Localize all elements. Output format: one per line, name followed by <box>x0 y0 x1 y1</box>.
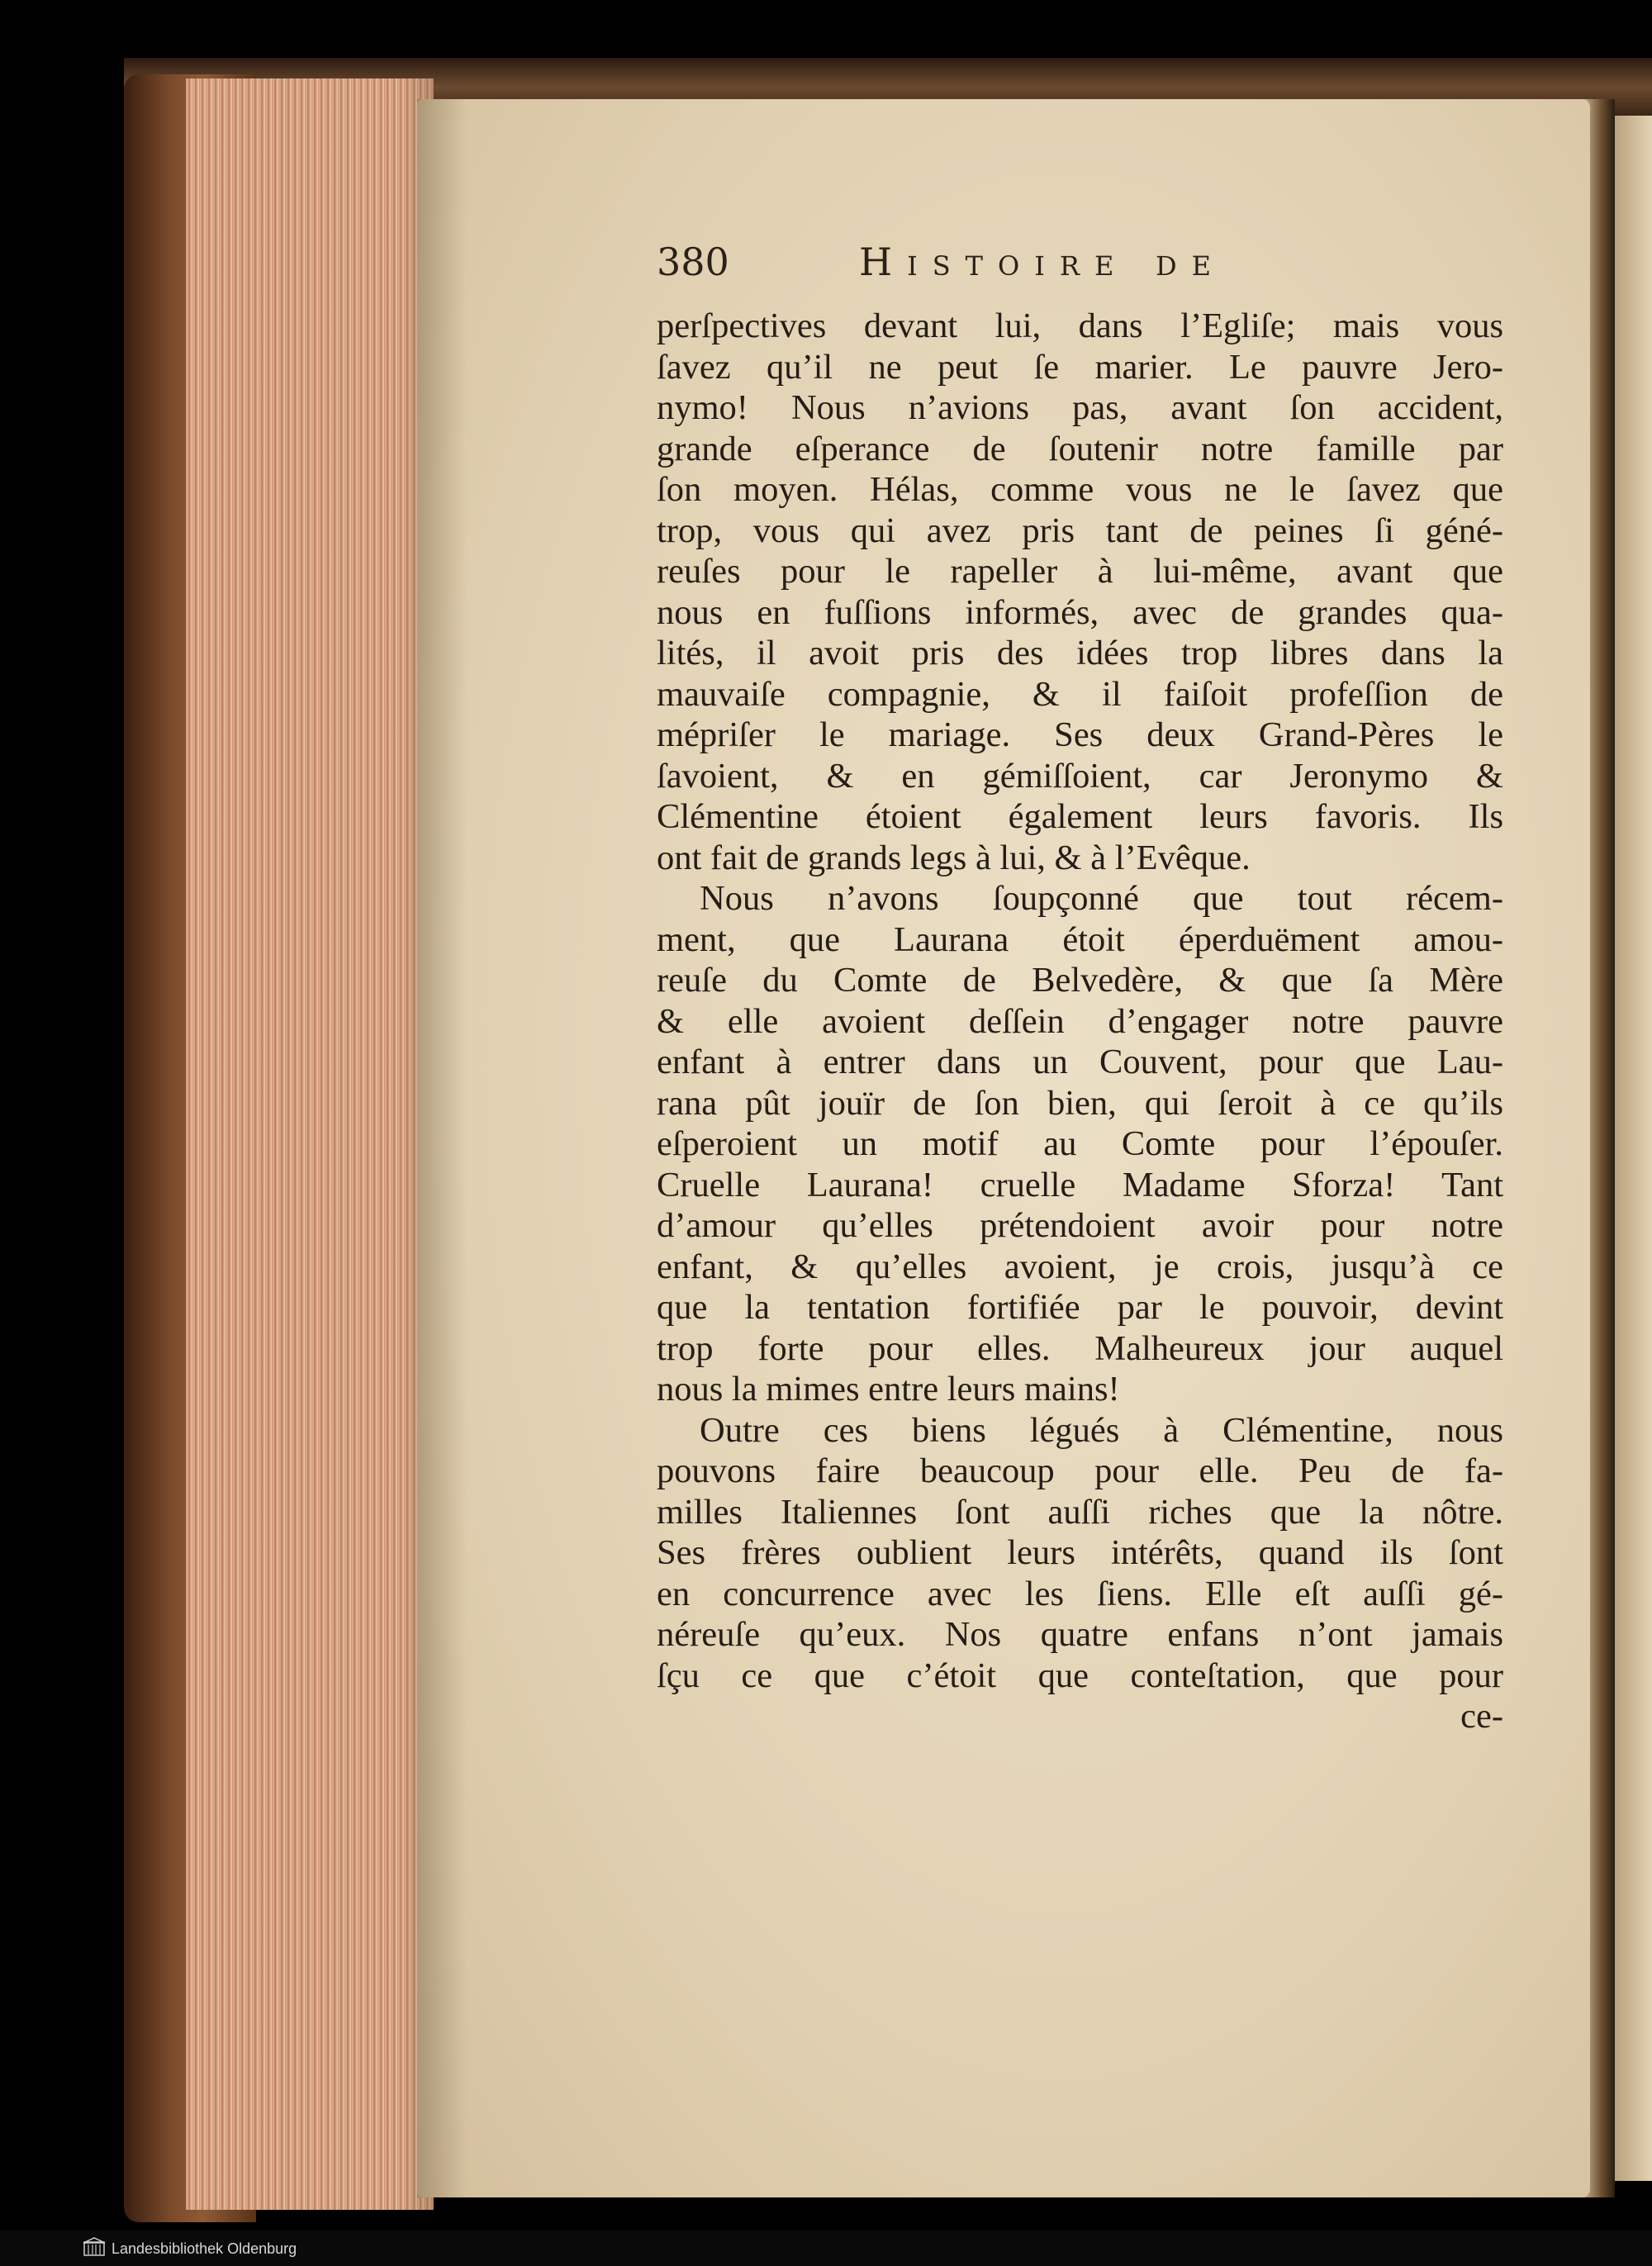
text-line: grande eſperance de ſoutenir notre famille par <box>657 429 1503 468</box>
text-line: trop forte pour elles. Malheureux jour auquel <box>657 1328 1503 1368</box>
text-line: mépriſer le mariage. Ses deux Grand-Pères le <box>657 715 1503 754</box>
text-line: & elle avoient deſſein d’engager notre pauvre <box>657 1001 1503 1041</box>
library-name: Landesbibliothek Oldenburg <box>112 2240 297 2257</box>
text-line: Clémentine étoient également leurs favoris. Ils <box>657 797 1503 836</box>
text-line: Ses frères oublient leurs intérêts, quand ils ſont <box>657 1533 1503 1572</box>
text-line: pouvons faire beaucoup pour elle. Peu de fa- <box>657 1451 1503 1490</box>
text-line: Outre ces biens légués à Clémentine, nous <box>700 1410 1503 1450</box>
text-line: Cruelle Laurana! cruelle Madame Sforza! Tant <box>657 1165 1503 1204</box>
page-number: 380 <box>657 240 729 284</box>
library-building-icon <box>83 2237 106 2257</box>
body-text <box>657 306 1503 1737</box>
text-line: ſon moyen. Hélas, comme vous ne le ſavez que <box>657 470 1503 509</box>
text-line: ſçu ce que c’étoit que conteſtation, que pour <box>657 1656 1503 1695</box>
text-line: enfant, & qu’elles avoient, je crois, jusqu’à ce <box>657 1247 1503 1286</box>
text-line: néreuſe qu’eux. Nos quatre enfans n’ont jamais <box>657 1615 1503 1654</box>
text-line: reuſe du Comte de Belvedère, & que ſa Mère <box>657 961 1503 1000</box>
text-line: Nous n’avons ſoupçonné que tout récem- <box>700 879 1503 918</box>
running-head <box>657 240 1491 297</box>
page-edges <box>186 78 434 2210</box>
text-line: d’amour qu’elles prétendoient avoir pour notre <box>657 1206 1503 1245</box>
text-line: trop, vous qui avez pris tant de peines ſi géné- <box>657 511 1503 550</box>
text-line: perſpectives devant lui, dans l’Egliſe; mais vous <box>657 306 1503 345</box>
text-line: mauvaiſe compagnie, & il faiſoit profeſſion de <box>657 674 1503 714</box>
text-line: enfant à entrer dans un Couvent, pour que Lau- <box>657 1043 1503 1081</box>
catchword: ce- <box>1460 1697 1503 1736</box>
text-line: nous en fuſſions informés, avec de grandes qua- <box>657 592 1503 632</box>
text-line: lités, il avoit pris des idées trop libres dans la <box>657 634 1503 672</box>
text-line: reuſes pour le rapeller à lui-même, avant que <box>657 552 1503 591</box>
text-line: ment, que Laurana étoit éperduëment amou- <box>657 919 1503 959</box>
text-line: eſperoient un motif au Comte pour l’épouſer. <box>657 1124 1503 1163</box>
facing-page-edge <box>1615 116 1652 2181</box>
text-line: ont fait de grands legs à lui, & à l’Evêque. <box>657 838 1251 877</box>
text-line: ſavez qu’il ne peut ſe marier. Le pauvre Jero- <box>657 347 1503 387</box>
text-line: milles Italiennes ſont auſſi riches que la nôtre. <box>657 1492 1503 1532</box>
text-line: nous la mimes entre leurs mains! <box>657 1370 1120 1409</box>
text-line: que la tentation fortifiée par le pouvoir, devint <box>657 1288 1503 1327</box>
text-line: en concurrence avec les ſiens. Elle eſt auſſi gé- <box>657 1574 1503 1613</box>
text-line: rana pût jouïr de ſon bien, qui ſeroit à ce qu’ils <box>657 1083 1503 1123</box>
text-line: nymo! Nous n’avions pas, avant ſon accident, <box>657 388 1503 427</box>
running-head-title: Histoire de <box>859 240 1226 284</box>
text-line: ſavoient, & en gémiſſoient, car Jeronymo & <box>657 756 1503 796</box>
